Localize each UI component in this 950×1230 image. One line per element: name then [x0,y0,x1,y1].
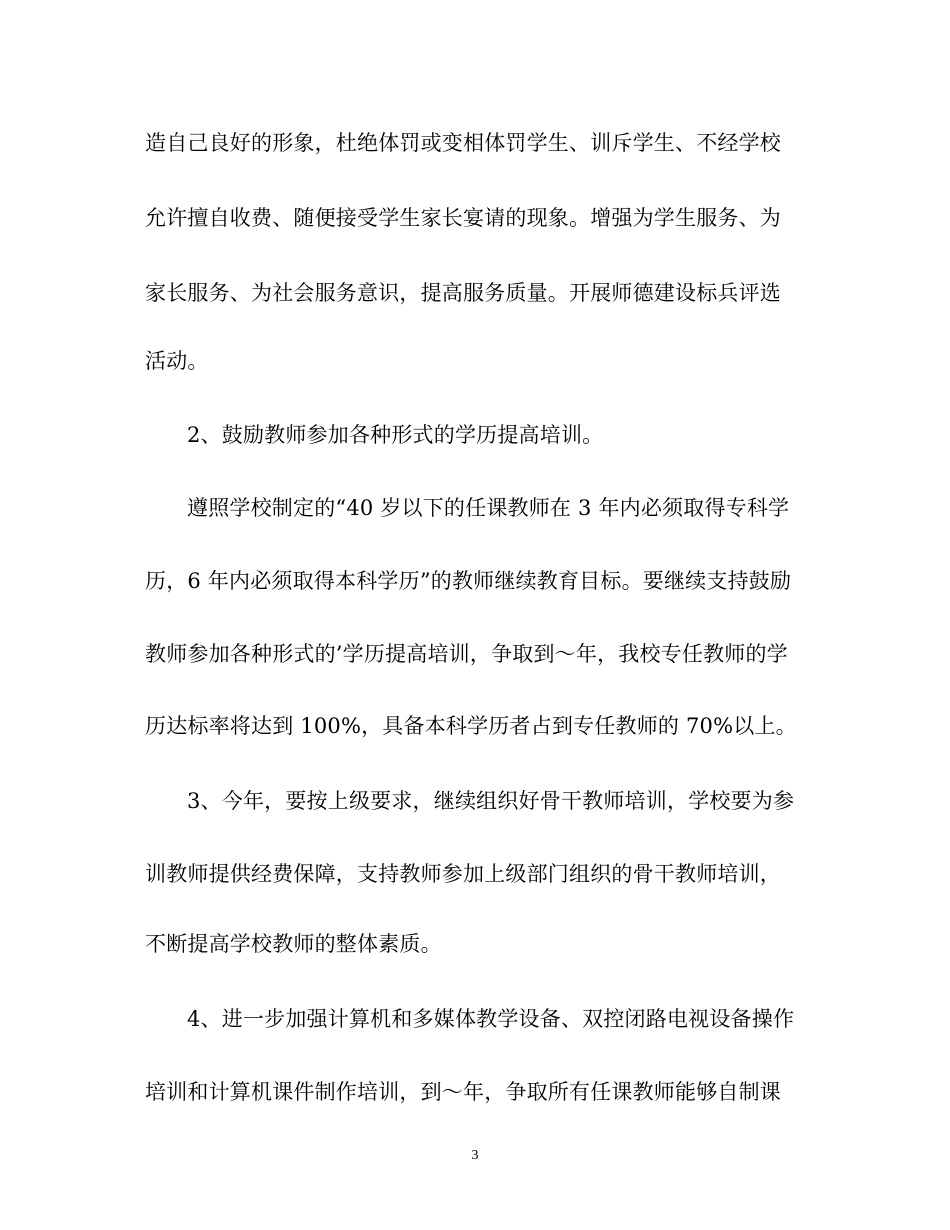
text-line: 家长服务、为社会服务意识，提高服务质量。开展师德建设标兵评选 [145,281,781,305]
text-line: 活动。 [145,349,209,373]
text-line: 历，6 年内必须取得本科学历”的教师继续教育目标。要继续支持鼓励 [145,569,792,593]
page-number: 3 [471,1148,479,1163]
text-line: 培训和计算机课件制作培训，到～年，争取所有任课教师能够自制课 [145,1080,781,1104]
text-line: 4、进一步加强计算机和多媒体教学设备、双控闭路电视设备操作 [187,1007,795,1031]
text-line: 造自己良好的形象，杜绝体罚或变相体罚学生、训斥学生、不经学校 [145,131,781,155]
section-heading: 2、鼓励教师参加各种形式的学历提高培训。 [187,423,604,447]
text-line: 教师参加各种形式的’学历提高培训，争取到～年，我校专任教师的学 [145,642,788,666]
text-line: 历达标率将达到 100%，具备本科学历者占到专任教师的 70%以上。 [145,714,797,738]
text-line: 训教师提供经费保障，支持教师参加上级部门组织的骨干教师培训， [145,862,781,886]
text-line: 允许擅自收费、随便接受学生家长宴请的现象。增强为学生服务、为 [145,206,781,230]
text-line: 3、今年，要按上级要求，继续组织好骨干教师培训，学校要为参 [187,789,795,813]
text-line: 不断提高学校教师的整体素质。 [145,932,442,956]
text-line: 遵照学校制定的“40 岁以下的任课教师在 3 年内必须取得专科学 [187,496,790,520]
